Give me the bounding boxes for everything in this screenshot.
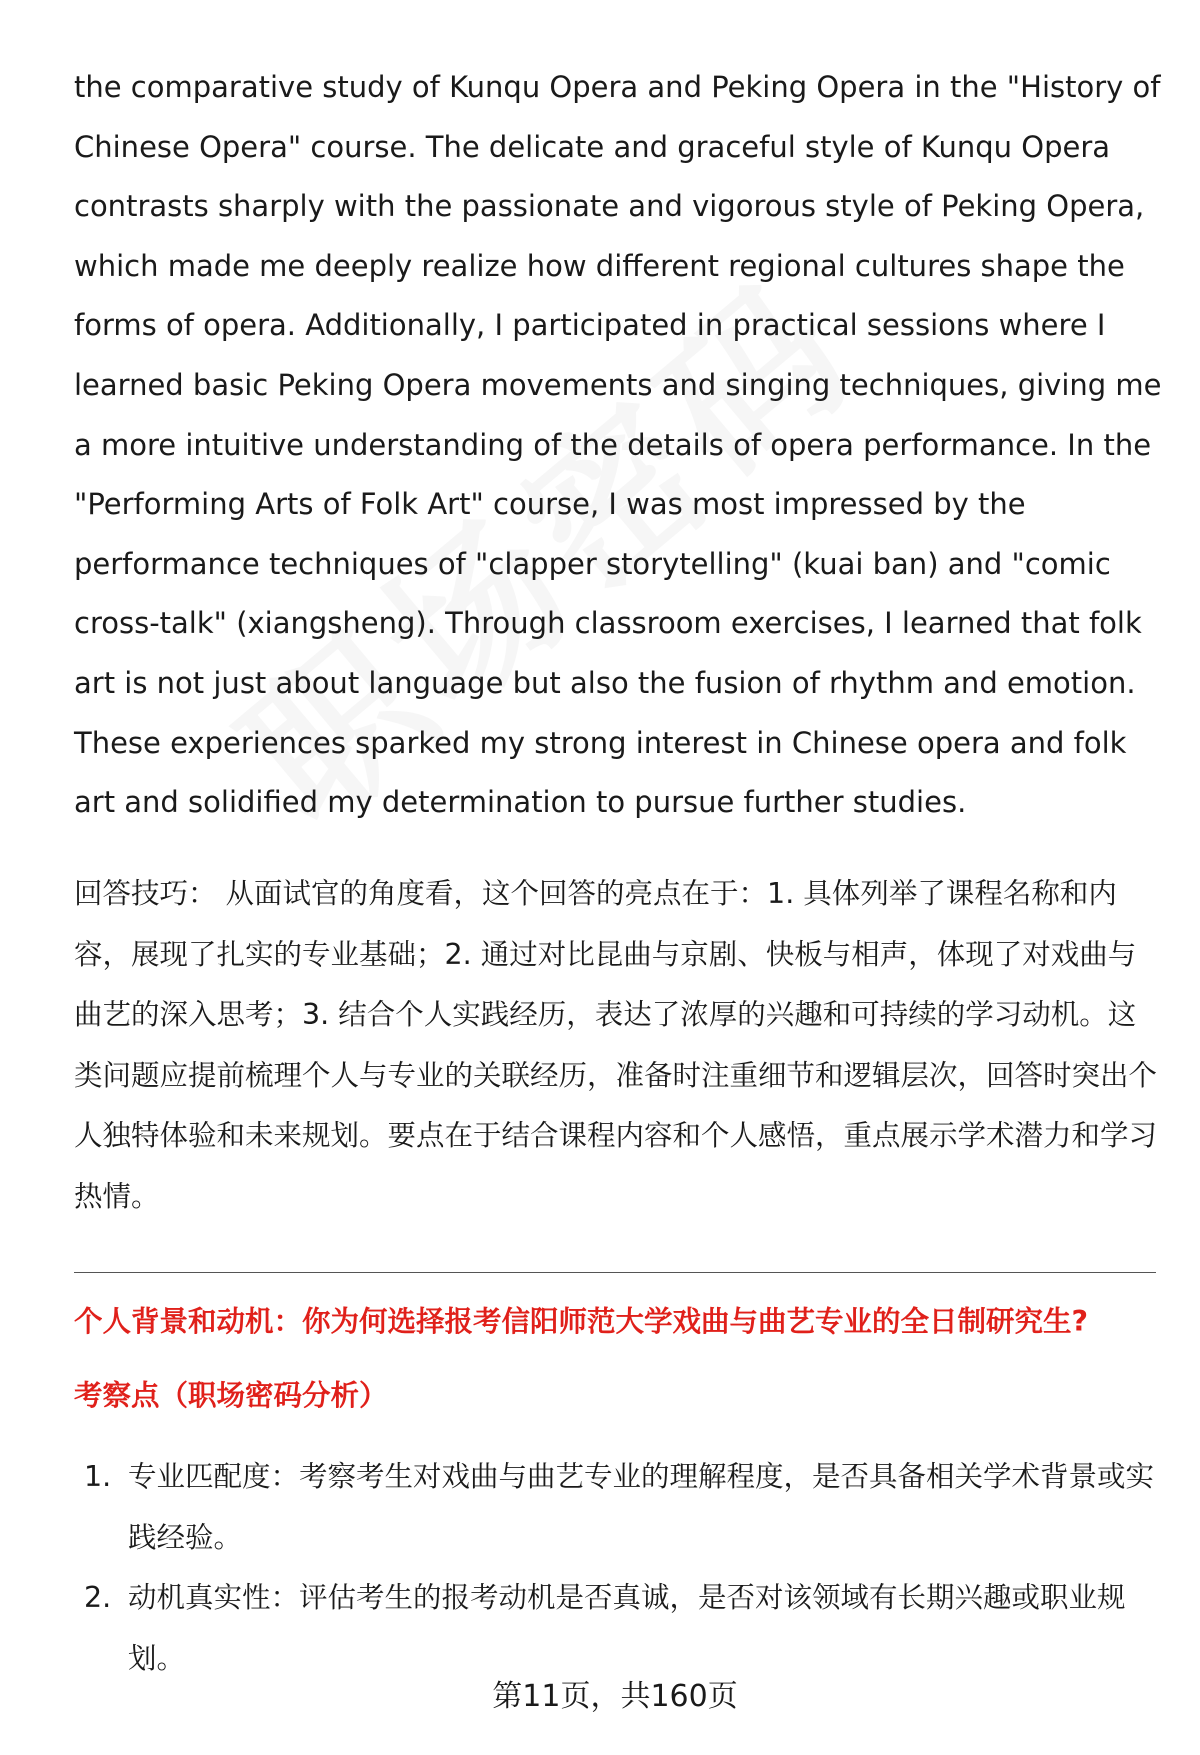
list-item-text: 动机真实性：评估考生的报考动机是否真诚，是否对该领域有长期兴趣或职业规划。 [128,1581,1126,1675]
answer-english-paragraph: the comparative study of Kunqu Opera and Peking Opera in the "History of Chinese Opera" course. The delicate and graceful style of Kunqu Opera contrasts sharply with the passionate and vigorous style of Peking Opera, which made me deeply realize how different regional cultures shape the forms of opera. Additionally, I participated in practical sessions where I learned basic Peking Opera movements and singing techniques, giving me a more intuitive understanding of the details of opera performance. In the "Performing Arts of Folk Art" course, I was most impressed by the performance techniques of "clapper storytelling" (kuai ban) and "comic cross-talk" (xiangsheng). Through classroom exercises, I learned that folk art is not just about language but also the fusion of rhythm and emotion. These experiences sparked my strong interest in Chinese opera and folk art and solidified my determination to pursue further studies. [74,70,1162,820]
list-item-text: 专业匹配度：考察考生对戏曲与曲艺专业的理解程度，是否具备相关学术背景或实践经验。 [128,1460,1155,1554]
page-number-footer: 第11页，共160页 [492,1679,738,1714]
list-item [74,1447,1164,1568]
section-divider [74,1272,1156,1273]
assessment-title: 考察点（职场密码分析） [74,1379,388,1412]
list-item-number: 1. [84,1460,112,1493]
list-item-number: 2. [84,1581,112,1614]
list-item [74,1568,1164,1689]
answer-tip-paragraph: 回答技巧： 从面试官的角度看，这个回答的亮点在于：1. 具体列举了课程名称和内容，展现了扎实的专业基础；2. 通过对比昆曲与京剧、快板与相声，体现了对戏曲与曲艺的深入思考；3. 结合个人实践经历，表达了浓厚的兴趣和可持续的学习动机。这类问题应提前梳理个人与专业的关联经历，准备时注重细节和逻辑层次，回答时突出个人独特体验和未来规划。要点在于结合课程内容和个人感悟，重点展示学术潜力和学习热情。 [74,877,1158,1213]
assessment-points-list [74,1447,1164,1689]
interview-question: 个人背景和动机：你为何选择报考信阳师范大学戏曲与曲艺专业的全日制研究生? [74,1305,1089,1338]
